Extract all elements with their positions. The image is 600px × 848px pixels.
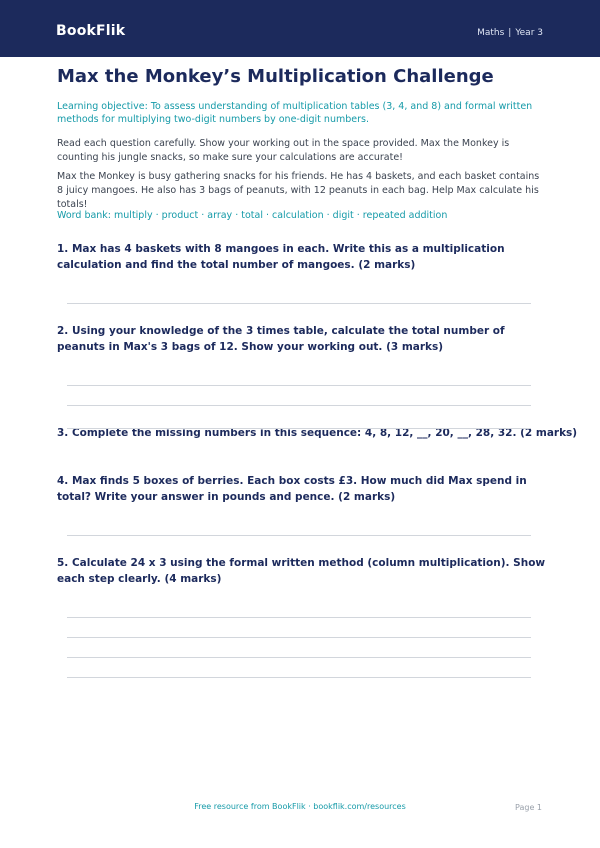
header-bar bbox=[0, 0, 600, 57]
instructions-paragraph: Read each question carefully. Show your working out in the space provided. Max the Monkey is counting his jungle snacks, so make sure your calculations are accurate! bbox=[57, 138, 510, 163]
subject-label bbox=[477, 28, 543, 38]
question-1: 1. Max has 4 baskets with 8 mangoes in each. Write this as a multiplication calculation and find the total number of mangoes. (2 marks) bbox=[57, 243, 505, 271]
subject-separator: | bbox=[508, 28, 512, 38]
page-number: Page 1 bbox=[515, 803, 542, 812]
answer-line-q5[interactable] bbox=[67, 657, 531, 658]
year-group: Year 3 bbox=[515, 28, 543, 38]
answer-line-q4[interactable] bbox=[67, 535, 531, 536]
story-paragraph: Max the Monkey is busy gathering snacks for his friends. He has 4 baskets, and each basket contains 8 juicy mangoes. He also has 3 bags of peanuts, with 12 peanuts in each bag. Help Max calculate his totals! bbox=[57, 171, 540, 210]
answer-line-q2[interactable] bbox=[67, 385, 531, 386]
question-3: 3. Complete the missing numbers in this sequence: 4, 8, 12, __, 20, __, 28, 32. (2 marks) bbox=[57, 427, 578, 439]
footer-link[interactable]: Free resource from BookFlik · bookflik.com/resources bbox=[194, 802, 406, 811]
answer-line-q2[interactable] bbox=[67, 405, 531, 406]
answer-line-q3[interactable] bbox=[67, 428, 531, 429]
answer-line-q1[interactable] bbox=[67, 303, 531, 304]
subject-name: Maths bbox=[477, 28, 505, 38]
page-title: Max the Monkey’s Multiplication Challenge bbox=[57, 66, 494, 87]
learning-objective: Learning objective: To assess understanding of multiplication tables (3, 4, and 8) and formal written methods for multiplying two-digit numbers by one-digit numbers. bbox=[57, 101, 533, 125]
question-2: 2. Using your knowledge of the 3 times table, calculate the total number of peanuts in Max's 3 bags of 12. Show your working out. (3 marks) bbox=[57, 325, 505, 353]
question-5: 5. Calculate 24 x 3 using the formal written method (column multiplication). Show each step clearly. (4 marks) bbox=[57, 557, 546, 585]
answer-line-q5[interactable] bbox=[67, 677, 531, 678]
word-bank: Word bank: multiply · product · array · total · calculation · digit · repeated addition bbox=[57, 210, 448, 221]
brand-logo[interactable]: BookFlik bbox=[56, 23, 126, 39]
answer-line-q5[interactable] bbox=[67, 637, 531, 638]
question-4: 4. Max finds 5 boxes of berries. Each box costs £3. How much did Max spend in total? Write your answer in pounds and pence. (2 marks) bbox=[57, 475, 527, 503]
answer-line-q5[interactable] bbox=[67, 617, 531, 618]
